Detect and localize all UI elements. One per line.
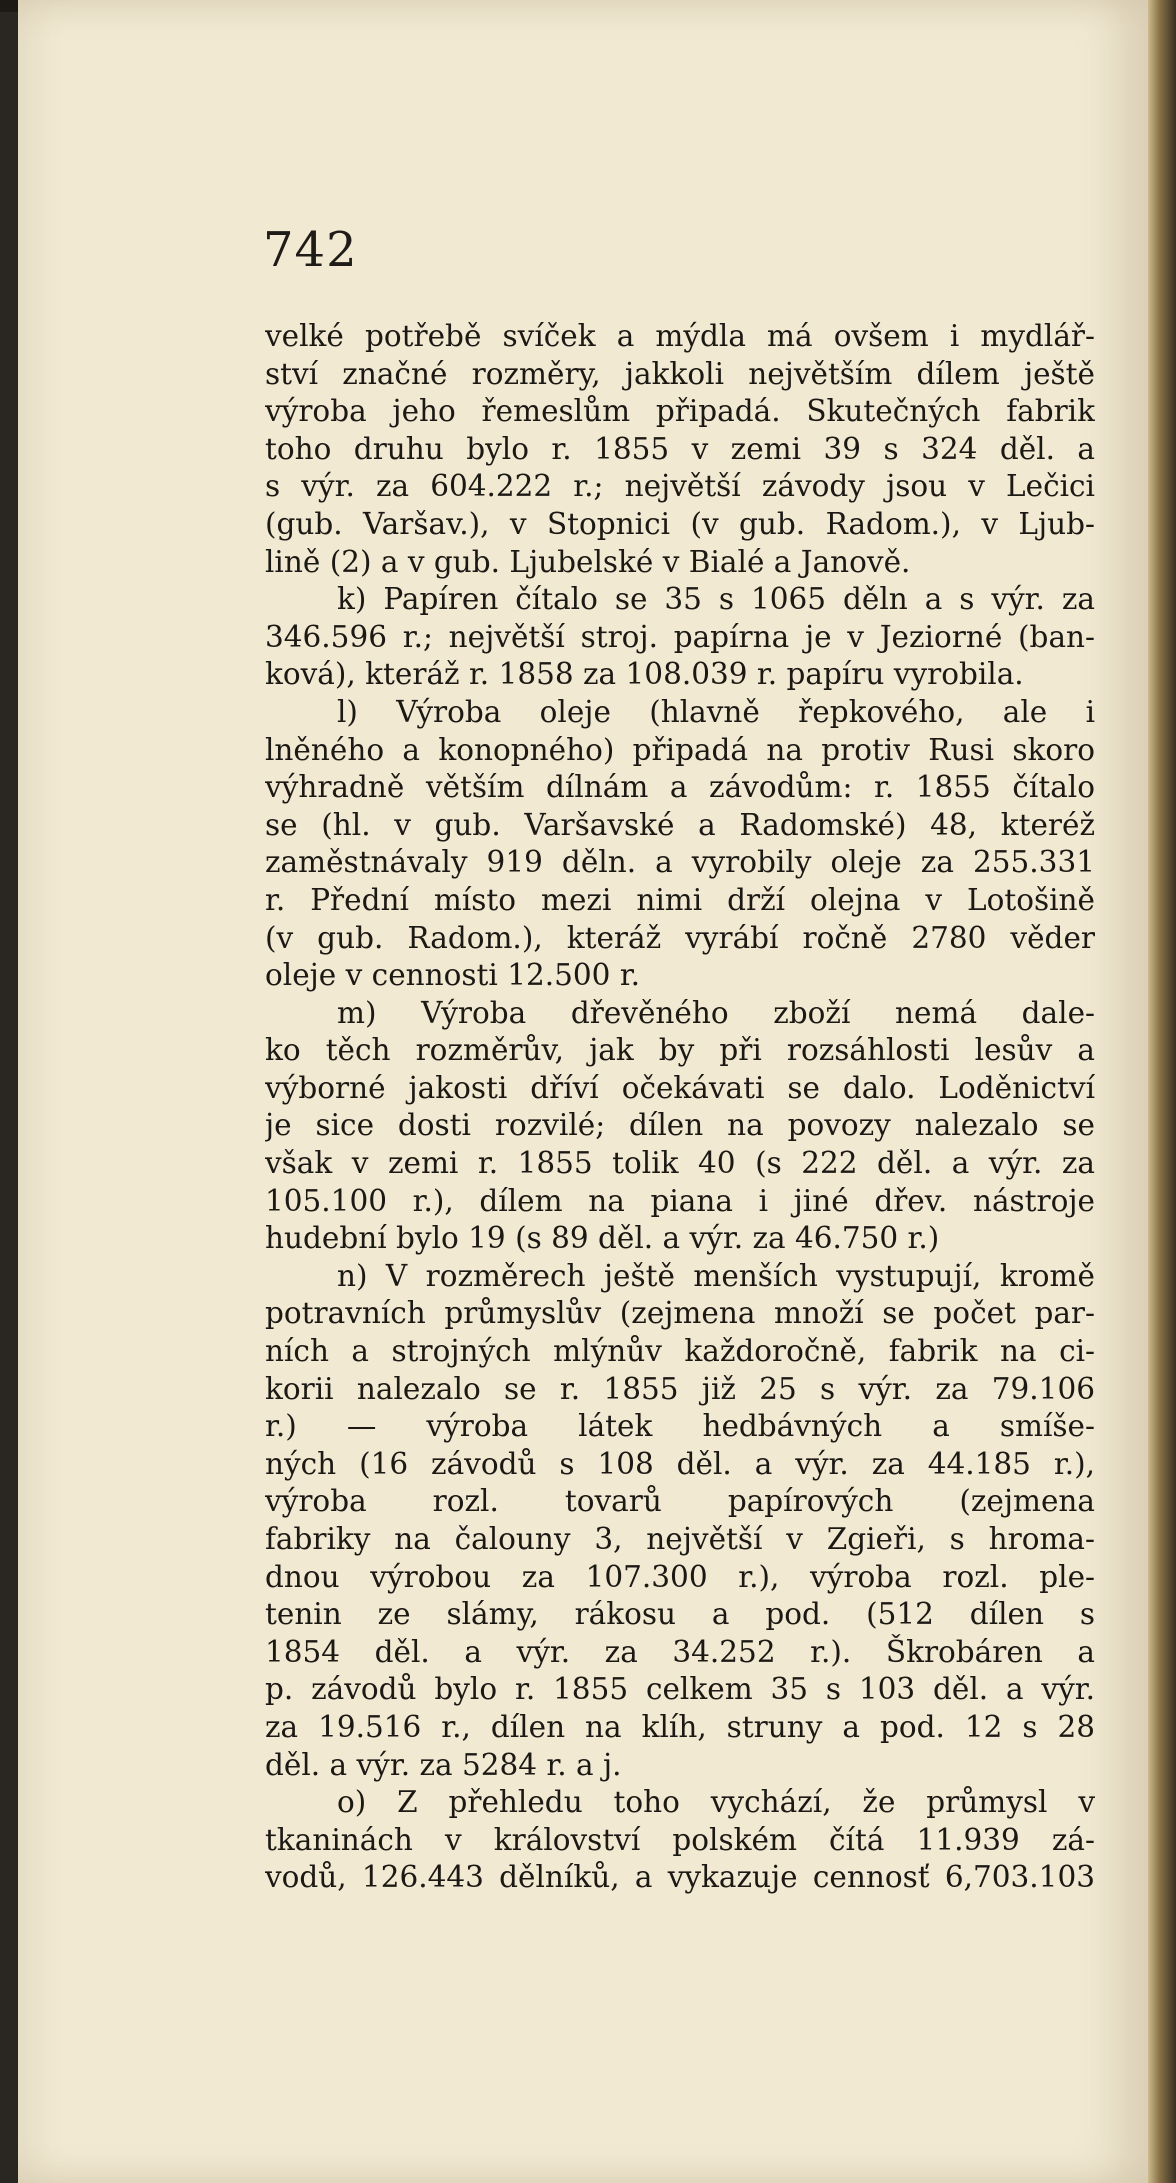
- text-line: však v zemi r. 1855 tolik 40 (s 222 děl. a výr. za: [265, 1146, 1095, 1181]
- text-line: r. Přední místo mezi nimi drží olejna v Lotošině: [265, 882, 1095, 917]
- text-line: (gub. Varšav.), v Stopnici (v gub. Radom.), v Ljub-: [265, 506, 1095, 541]
- text-line: ková), kteráž r. 1858 za 108.039 r. papíru vyrobila.: [265, 657, 1024, 692]
- text-line: (v gub. Radom.), kteráž vyrábí ročně 2780 věder: [265, 920, 1095, 955]
- text-line: tkaninách v království polském čítá 11.939 zá-: [265, 1822, 1095, 1857]
- text-line: korii nalezalo se r. 1855 již 25 s výr. za 79.106: [265, 1371, 1095, 1406]
- text-line: vodů, 126.443 dělníků, a vykazuje cennosť 6,703.103: [265, 1860, 1095, 1895]
- text-line: lině (2) a v gub. Ljubelské v Bialé a Janově.: [265, 544, 911, 579]
- text-line: 105.100 r.), dílem na piana i jiné dřev. nástroje: [265, 1183, 1095, 1218]
- text-line: ko těch rozměrův, jak by při rozsáhlosti lesův a: [265, 1033, 1095, 1068]
- text-line: r.) — výroba látek hedbávných a smíše-: [265, 1409, 1095, 1444]
- text-line: ných (16 závodů s 108 děl. a výr. za 44.185 r.),: [265, 1446, 1095, 1481]
- text-line: hudební bylo 19 (s 89 děl. a výr. za 46.750 r.): [265, 1221, 940, 1256]
- text-line: n) V rozměrech ještě menších vystupují, kromě: [337, 1258, 1095, 1293]
- text-line: oleje v cennosti 12.500 r.: [265, 958, 641, 993]
- text-line: 346.596 r.; největší stroj. papírna je v Jeziorné (ban-: [265, 619, 1095, 654]
- text-line: o) Z přehledu toho vychází, že průmysl v: [337, 1785, 1095, 1820]
- text-line: výroba jeho řemeslům připadá. Skutečných fabrik: [265, 394, 1095, 429]
- text-line: výroba rozl. tovarů papírových (zejmena: [265, 1484, 1095, 1519]
- text-line: děl. a výr. za 5284 r. a j.: [265, 1747, 622, 1782]
- body-text: [265, 318, 1095, 1897]
- text-line: p. závodů bylo r. 1855 celkem 35 s 103 děl. a výr.: [265, 1672, 1095, 1707]
- page-right-edge: [1148, 0, 1176, 2183]
- text-line: velké potřebě svíček a mýdla má ovšem i mydlář-: [265, 319, 1095, 353]
- text-line: potravních průmyslův (zejmena množí se počet par-: [265, 1296, 1095, 1331]
- text-line: ních a strojných mlýnův každoročně, fabrik na ci-: [265, 1334, 1095, 1369]
- text-line: výborné jakosti dříví očekávati se dalo. Loděnictví: [265, 1070, 1095, 1105]
- text-line: m) Výroba dřevěného zboží nemá dale-: [337, 995, 1095, 1030]
- text-line: s výr. za 604.222 r.; největší závody jsou v Lečici: [265, 469, 1095, 504]
- text-line: zaměstnávaly 919 děln. a vyrobily oleje za 255.331: [265, 845, 1095, 880]
- text-line: toho druhu bylo r. 1855 v zemi 39 s 324 děl. a: [265, 431, 1095, 466]
- text-line: 1854 děl. a výr. za 34.252 r.). Škrobáren a: [265, 1634, 1095, 1669]
- text-line: fabriky na čalouny 3, největší v Zgieři, s hroma-: [265, 1522, 1095, 1556]
- text-line: výhradně větším dílnám a závodům: r. 1855 čítalo: [265, 770, 1095, 805]
- page-number: 742: [263, 222, 358, 278]
- text-line: tenin ze slámy, rákosu a pod. (512 dílen s: [265, 1597, 1095, 1632]
- text-line: je sice dosti rozvilé; dílen na povozy nalezalo se: [265, 1108, 1095, 1143]
- text-line: k) Papíren čítalo se 35 s 1065 děln a s výr. za: [337, 582, 1095, 617]
- text-line: dnou výrobou za 107.300 r.), výroba rozl. ple-: [265, 1559, 1095, 1594]
- text-line: lněného a konopného) připadá na protiv Rusi skoro: [265, 732, 1095, 767]
- text-line: l) Výroba oleje (hlavně řepkového, ale i: [337, 694, 1095, 729]
- text-line: ství značné rozměry, jakkoli největším dílem ještě: [265, 356, 1095, 391]
- text-line: za 19.516 r., dílen na klíh, struny a pod. 12 s 28: [265, 1709, 1095, 1744]
- text-line: se (hl. v gub. Varšavské a Radomské) 48, kteréž: [265, 807, 1095, 842]
